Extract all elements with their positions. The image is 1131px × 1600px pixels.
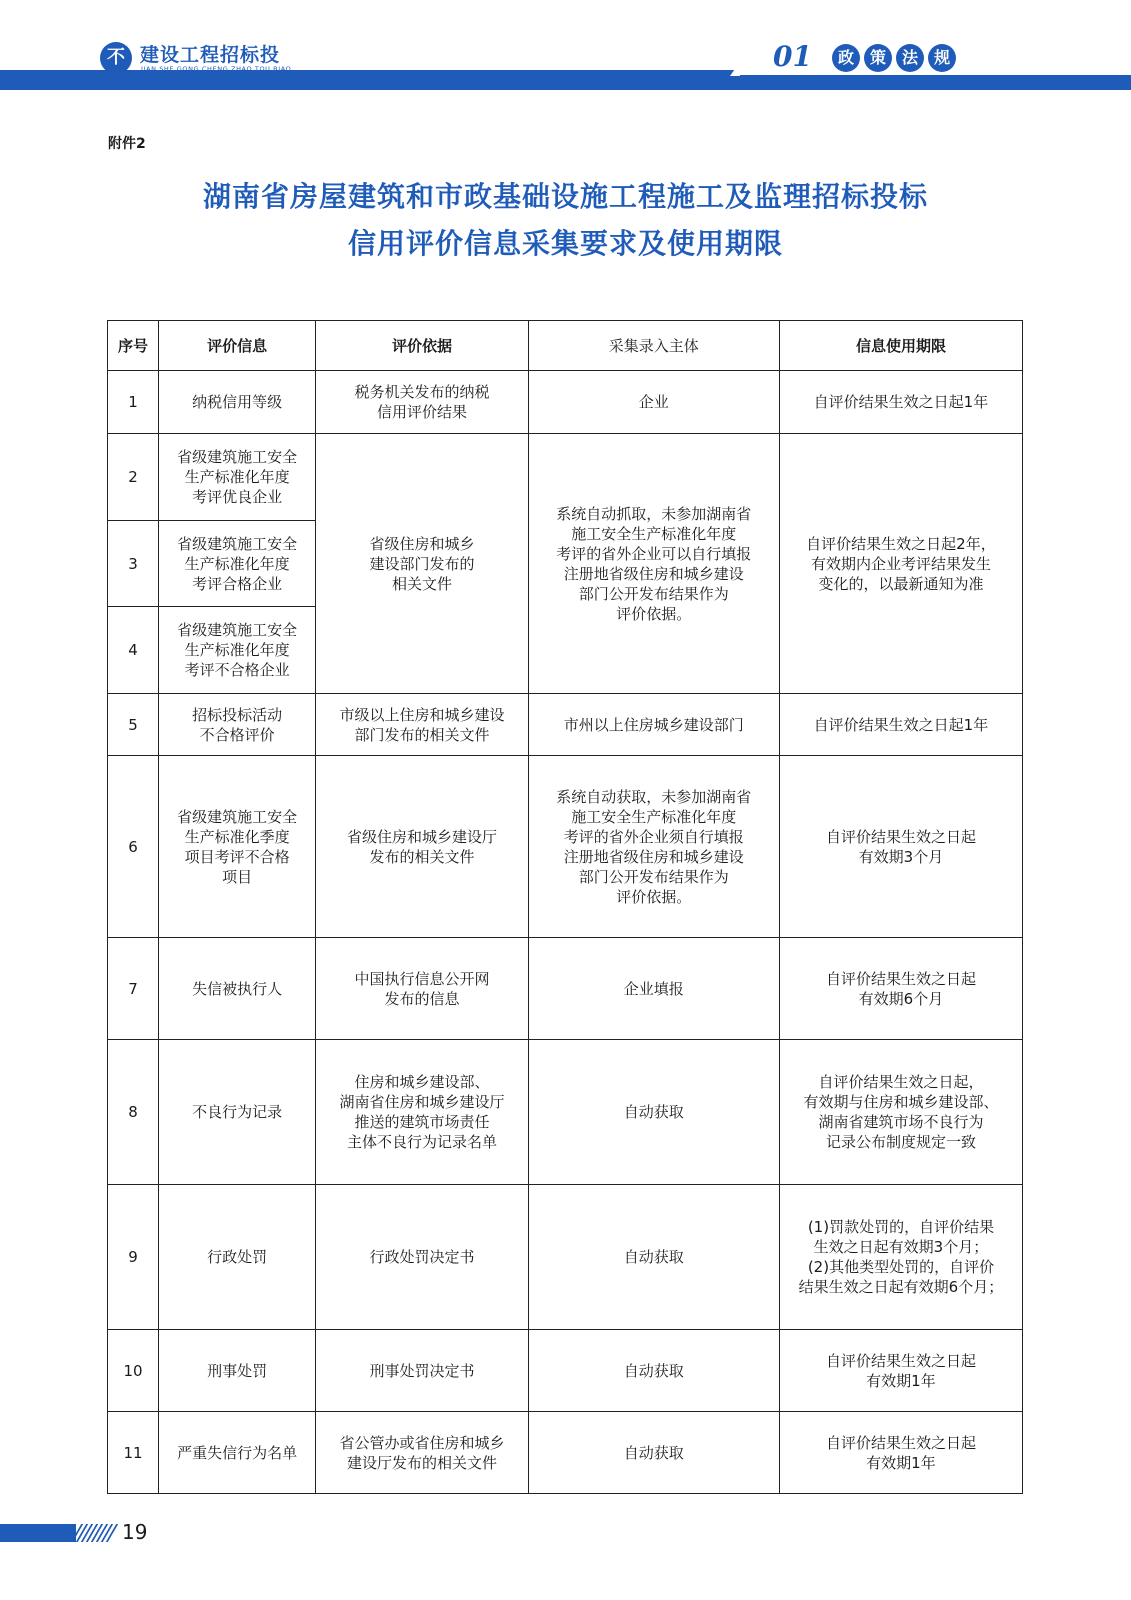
cell-basis: 中国执行信息公开网 发布的信息 — [316, 938, 528, 1040]
cell-no: 11 — [108, 1412, 159, 1494]
table-row — [108, 1185, 1023, 1330]
table-row — [108, 938, 1023, 1040]
cell-info: 纳税信用等级 — [159, 371, 316, 434]
page-title-line2: 信用评价信息采集要求及使用期限 — [347, 227, 783, 260]
cell-entry: 市州以上住房城乡建设部门 — [528, 694, 779, 756]
credit-info-table — [107, 320, 1023, 1494]
cell-basis: 税务机关发布的纳税 信用评价结果 — [316, 371, 528, 434]
cell-basis: 市级以上住房和城乡建设 部门发布的相关文件 — [316, 694, 528, 756]
cell-info: 省级建筑施工安全 生产标准化季度 项目考评不合格 项目 — [159, 756, 316, 938]
cell-info: 省级建筑施工安全 生产标准化年度 考评不合格企业 — [159, 607, 316, 694]
cell-entry: 自动获取 — [528, 1185, 779, 1330]
table-header-row — [108, 321, 1023, 371]
cell-basis: 刑事处罚决定书 — [316, 1330, 528, 1412]
cell-period: 自评价结果生效之日起2年， 有效期内企业考评结果发生 变化的，以最新通知为准 — [779, 434, 1022, 694]
section-title — [832, 44, 956, 72]
cell-entry: 企业 — [528, 371, 779, 434]
cell-entry: 自动获取 — [528, 1412, 779, 1494]
table-row — [108, 1040, 1023, 1185]
table-row — [108, 1330, 1023, 1412]
cell-entry: 系统自动抓取，未参加湖南省 施工安全生产标准化年度 考评的省外企业可以自行填报 注册地省级住房和城乡建设 部门公开发布结果作为 评价依据。 — [528, 434, 779, 694]
section-number: 01 — [773, 40, 812, 73]
col-header-info: 评价信息 — [159, 321, 316, 371]
table-row — [108, 434, 1023, 521]
cell-entry: 系统自动获取，未参加湖南省 施工安全生产标准化年度 考评的省外企业须自行填报 注册地省级住房和城乡建设 部门公开发布结果作为 评价依据。 — [528, 756, 779, 938]
cell-no: 9 — [108, 1185, 159, 1330]
section-char: 政 — [832, 44, 860, 72]
cell-basis: 省级住房和城乡 建设部门发布的 相关文件 — [316, 434, 528, 694]
cell-no: 5 — [108, 694, 159, 756]
attachment-label: 附件2 — [108, 136, 146, 152]
cell-entry: 自动获取 — [528, 1040, 779, 1185]
table-row — [108, 1412, 1023, 1494]
cell-basis: 省公管办或省住房和城乡 建设厅发布的相关文件 — [316, 1412, 528, 1494]
section-char: 法 — [896, 44, 924, 72]
logo-pinyin: JIAN SHE GONG CHENG ZHAO TOU BIAO — [141, 65, 292, 73]
cell-period: 自评价结果生效之日起1年 — [779, 371, 1022, 434]
cell-no: 4 — [108, 607, 159, 694]
cell-no: 3 — [108, 521, 159, 607]
cell-info: 不良行为记录 — [159, 1040, 316, 1185]
logo-icon: 不 — [100, 42, 132, 74]
footer-band — [0, 1524, 76, 1542]
header-line — [740, 75, 1131, 78]
cell-no: 10 — [108, 1330, 159, 1412]
table-row — [108, 694, 1023, 756]
cell-info: 省级建筑施工安全 生产标准化年度 考评合格企业 — [159, 521, 316, 607]
cell-entry: 自动获取 — [528, 1330, 779, 1412]
col-header-period: 信息使用期限 — [779, 321, 1022, 371]
cell-info: 省级建筑施工安全 生产标准化年度 考评优良企业 — [159, 434, 316, 521]
cell-basis: 省级住房和城乡建设厅 发布的相关文件 — [316, 756, 528, 938]
cell-no: 8 — [108, 1040, 159, 1185]
cell-period: (1)罚款处罚的，自评价结果 生效之日起有效期3个月； (2)其他类型处罚的，自评价 结果生效之日起有效期6个月； — [779, 1185, 1022, 1330]
cell-basis: 住房和城乡建设部、 湖南省住房和城乡建设厅 推送的建筑市场责任 主体不良行为记录名单 — [316, 1040, 528, 1185]
table-row — [108, 371, 1023, 434]
table-row — [108, 756, 1023, 938]
cell-period: 自评价结果生效之日起 有效期6个月 — [779, 938, 1022, 1040]
cell-no: 2 — [108, 434, 159, 521]
cell-info: 行政处罚 — [159, 1185, 316, 1330]
cell-period: 自评价结果生效之日起 有效期1年 — [779, 1330, 1022, 1412]
cell-period: 自评价结果生效之日起， 有效期与住房和城乡建设部、 湖南省建筑市场不良行为 记录公布制度规定一致 — [779, 1040, 1022, 1185]
cell-period: 自评价结果生效之日起 有效期1年 — [779, 1412, 1022, 1494]
cell-period: 自评价结果生效之日起 有效期3个月 — [779, 756, 1022, 938]
cell-info: 严重失信行为名单 — [159, 1412, 316, 1494]
cell-period: 自评价结果生效之日起1年 — [779, 694, 1022, 756]
cell-info: 失信被执行人 — [159, 938, 316, 1040]
section-char: 规 — [928, 44, 956, 72]
cell-info: 刑事处罚 — [159, 1330, 316, 1412]
cell-entry: 企业填报 — [528, 938, 779, 1040]
page-number: 19 — [122, 1520, 148, 1544]
cell-no: 7 — [108, 938, 159, 1040]
logo-title: 建设工程招标投 — [140, 44, 281, 66]
cell-basis: 行政处罚决定书 — [316, 1185, 528, 1330]
cell-info: 招标投标活动 不合格评价 — [159, 694, 316, 756]
page-title-line1: 湖南省房屋建筑和市政基础设施工程施工及监理招标投标 — [202, 180, 928, 213]
footer-stripes — [76, 1524, 113, 1542]
cell-no: 1 — [108, 371, 159, 434]
col-header-basis: 评价依据 — [316, 321, 528, 371]
col-header-entry: 采集录入主体 — [528, 321, 779, 371]
col-header-no: 序号 — [108, 321, 159, 371]
cell-no: 6 — [108, 756, 159, 938]
section-char: 策 — [864, 44, 892, 72]
